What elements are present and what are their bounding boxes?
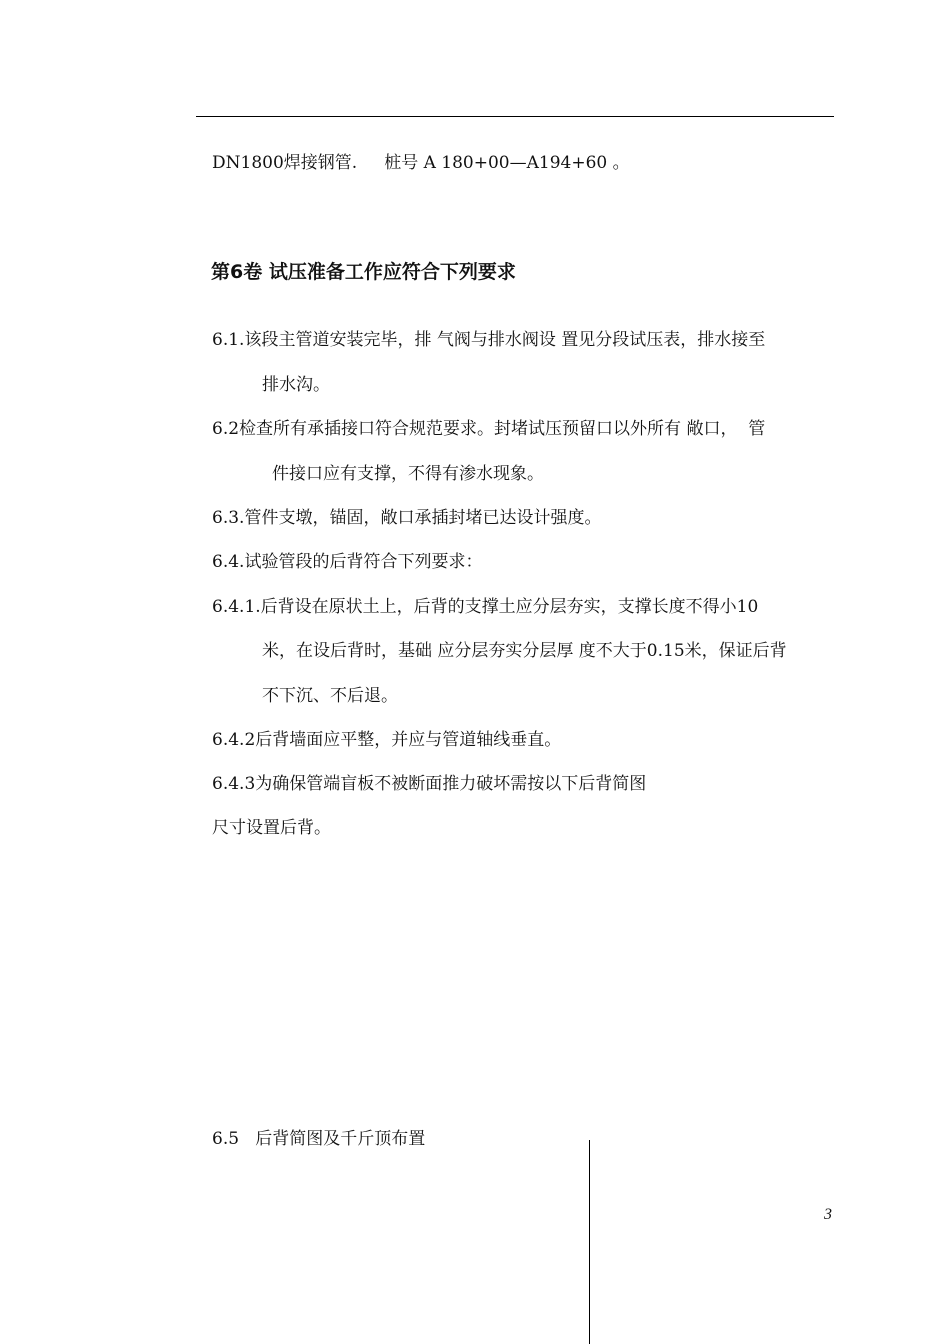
paragraph-6-4-1-line-3: 不下沉、不后退。 [262,686,398,706]
diagram-vertical-line [589,1140,590,1344]
pipe-spec-line: DN1800焊接钢管. 桩号 A 180+00—A194+60 。 [212,153,630,173]
paragraph-6-1-line-1: 6.1.该段主管道安装完毕，排 气阀与排水阀设 置见分段试压表，排水接至 [212,330,766,350]
page-number: 3 [824,1206,832,1223]
paragraph-6-2-line-2: 件接口应有支撑，不得有渗水现象。 [272,464,544,484]
section-heading: 第6卷 试压准备工作应符合下列要求 [211,261,516,283]
paragraph-6-4: 6.4.试验管段的后背符合下列要求： [212,552,483,572]
paragraph-6-4-3-line-2: 尺寸设置后背。 [212,818,331,838]
paragraph-6-4-1-line-1: 6.4.1.后背设在原状土上，后背的支撑土应分层夯实，支撑长度不得小10 [212,597,759,617]
paragraph-6-2-line-1: 6.2检查所有承插接口符合规范要求。封堵试压预留口以外所有 敞口， 管 [212,419,766,439]
paragraph-6-5: 6.5 后背简图及千斤顶布置 [212,1129,426,1149]
paragraph-6-4-2: 6.4.2后背墙面应平整，并应与管道轴线垂直。 [212,730,562,750]
header-rule [196,116,834,117]
paragraph-6-4-1-line-2: 米，在设后背时，基础 应分层夯实分层厚 度不大于0.15米，保证后背 [262,641,787,661]
paragraph-6-3: 6.3.管件支墩，锚固，敞口承插封堵已达设计强度。 [212,508,602,528]
paragraph-6-1-line-2: 排水沟。 [262,375,330,395]
paragraph-6-4-3-line-1: 6.4.3为确保管端盲板不被断面推力破坏需按以下后背简图 [212,774,647,794]
